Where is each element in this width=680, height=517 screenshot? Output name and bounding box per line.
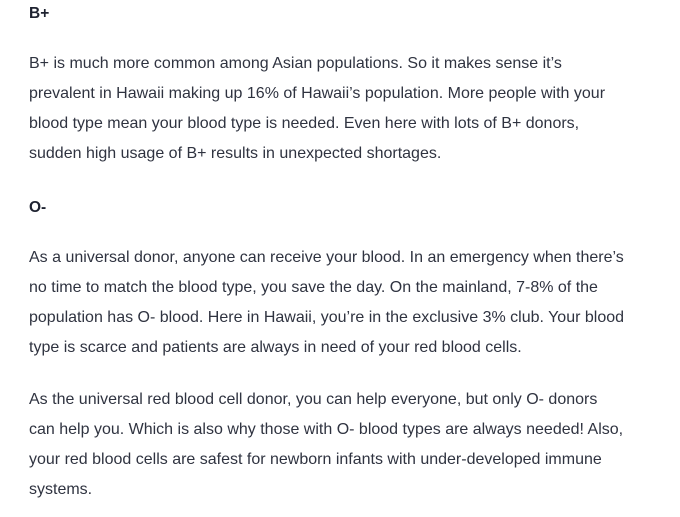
paragraph-line: sudden high usage of B+ results in unexpected shortages. — [29, 145, 442, 162]
paragraph-b-plus — [29, 49, 605, 169]
section-heading-o-minus: O- — [29, 199, 47, 216]
paragraph-line: no time to match the blood type, you save the day. On the mainland, 7-8% of the — [29, 279, 598, 296]
paragraph-line: B+ is much more common among Asian populations. So it makes sense it’s — [29, 55, 562, 72]
paragraph-line: prevalent in Hawaii making up 16% of Hawaii’s population. More people with your — [29, 85, 606, 102]
paragraph-line: can help you. Which is also why those with O- blood types are always needed! Also, — [29, 421, 624, 438]
paragraph-line: population has O- blood. Here in Hawaii, you’re in the exclusive 3% club. Your blood — [29, 309, 625, 326]
section-heading-b-plus: B+ — [29, 5, 50, 22]
paragraph-line: As a universal donor, anyone can receive your blood. In an emergency when there’s — [29, 249, 624, 266]
paragraph-line: your red blood cells are safest for newborn infants with under-developed immune — [29, 451, 602, 468]
paragraph-line: As the universal red blood cell donor, you can help everyone, but only O- donors — [29, 391, 598, 408]
paragraph-line: systems. — [29, 481, 93, 498]
paragraph-line: blood type mean your blood type is needed. Even here with lots of B+ donors, — [29, 115, 580, 132]
paragraph-line: type is scarce and patients are always in need of your red blood cells. — [29, 339, 522, 356]
paragraph-o-minus-red-cell-donor — [29, 385, 623, 505]
paragraph-o-minus-universal-donor — [29, 243, 624, 363]
